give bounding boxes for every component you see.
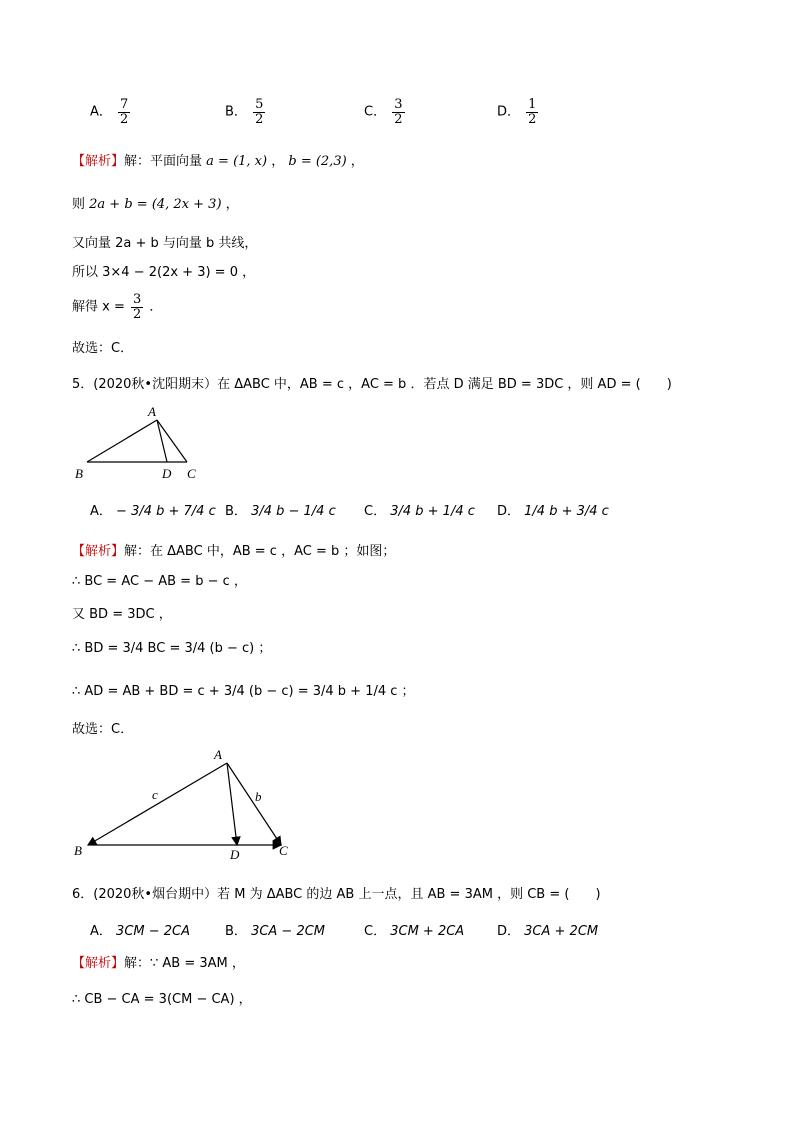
fig2-label-c-vector: c [152, 787, 158, 802]
q5-analysis-line2: ∴ BC = AC − AB = b − c ， [72, 574, 247, 589]
q4-option-a: A． $\frac{7}{2}$ [90, 97, 129, 127]
analysis-tag: 【解析】 [72, 154, 125, 169]
q4-option-c: C． $\frac{3}{2}$ [364, 97, 403, 127]
q5-analysis-line5: ∴ AD = AB + BD = c + 3/4 (b − c) = 3/4 b + 1/4 c ； [72, 684, 415, 699]
q4-analysis-line2: 则 2a + b = (4, 2x + 3) ， [72, 197, 239, 212]
q6-analysis-line1: 【解析】解：∵ AB = 3AM ， [72, 956, 245, 971]
q5-option-d: D． 1/4 b + 3/4 c [497, 504, 609, 519]
analysis-tag: 【解析】 [72, 544, 125, 559]
fig2-label-b: B [74, 843, 82, 858]
q4-analysis-line4: 所以 3×4 − 2(2x + 3) = 0 ， [72, 265, 256, 280]
q5-analysis-line3: 又 BD = 3DC ， [72, 607, 172, 622]
q5-analysis-line1: 【解析】解：在 ΔABC 中，AB = c ，AC = b ；如图； [72, 544, 396, 559]
fig-label-c: C [187, 466, 196, 481]
q6-option-d: D． 3CA + 2CM [497, 924, 599, 939]
q4-option-b: B． $\frac{5}{2}$ [225, 97, 264, 127]
q4-choose: 故选：C． [72, 341, 134, 356]
fig2-label-c: C [279, 843, 288, 858]
q5-analysis-line4: ∴ BD = 3/4 BC = 3/4 (b − c) ； [72, 641, 272, 656]
q5-choose: 故选：C． [72, 722, 134, 737]
q5-option-a: A． − 3/4 b + 7/4 c [90, 504, 216, 519]
q5-figure-triangle [70, 400, 220, 485]
fig2-label-b-vector: b [255, 789, 262, 804]
q4-analysis-line5: 解得 x = $\frac{3}{2}$ ． [72, 292, 163, 322]
fig-label-d: D [162, 466, 172, 481]
q4-analysis-line1: 【解析】解：平面向量 a = (1, x) ， b = (2,3) ， [72, 154, 364, 169]
q5-figure-vectors [70, 745, 300, 865]
q5-option-b: B． 3/4 b − 1/4 c [225, 504, 336, 519]
fig-label-a: A [148, 404, 156, 419]
q4-analysis-line3: 又向量 2a + b 与向量 b 共线， [72, 236, 258, 251]
q6-option-a: A． 3CM − 2CA [90, 924, 191, 939]
fig-label-b: B [75, 466, 83, 481]
q4-option-d: D． $\frac{1}{2}$ [497, 97, 537, 127]
fig2-label-d: D [230, 847, 240, 862]
q6-analysis-line2: ∴ CB − CA = 3(CM − CA) ， [72, 992, 252, 1007]
q5-stem: 5．(2020秋•沈阳期末）在 ΔABC 中，AB = c ，AC = b ．若点 D 满足 BD = 3DC ，则 AD = ( ) [72, 377, 672, 392]
q5-option-c: C． 3/4 b + 1/4 c [364, 504, 475, 519]
q6-option-b: B． 3CA − 2CM [225, 924, 326, 939]
q6-option-c: C． 3CM + 2CA [364, 924, 465, 939]
analysis-tag: 【解析】 [72, 956, 125, 971]
fig2-label-a: A [214, 747, 222, 762]
q6-stem: 6．(2020秋•烟台期中）若 M 为 ΔABC 的边 AB 上一点，且 AB = 3AM ，则 CB = ( ) [72, 887, 601, 902]
